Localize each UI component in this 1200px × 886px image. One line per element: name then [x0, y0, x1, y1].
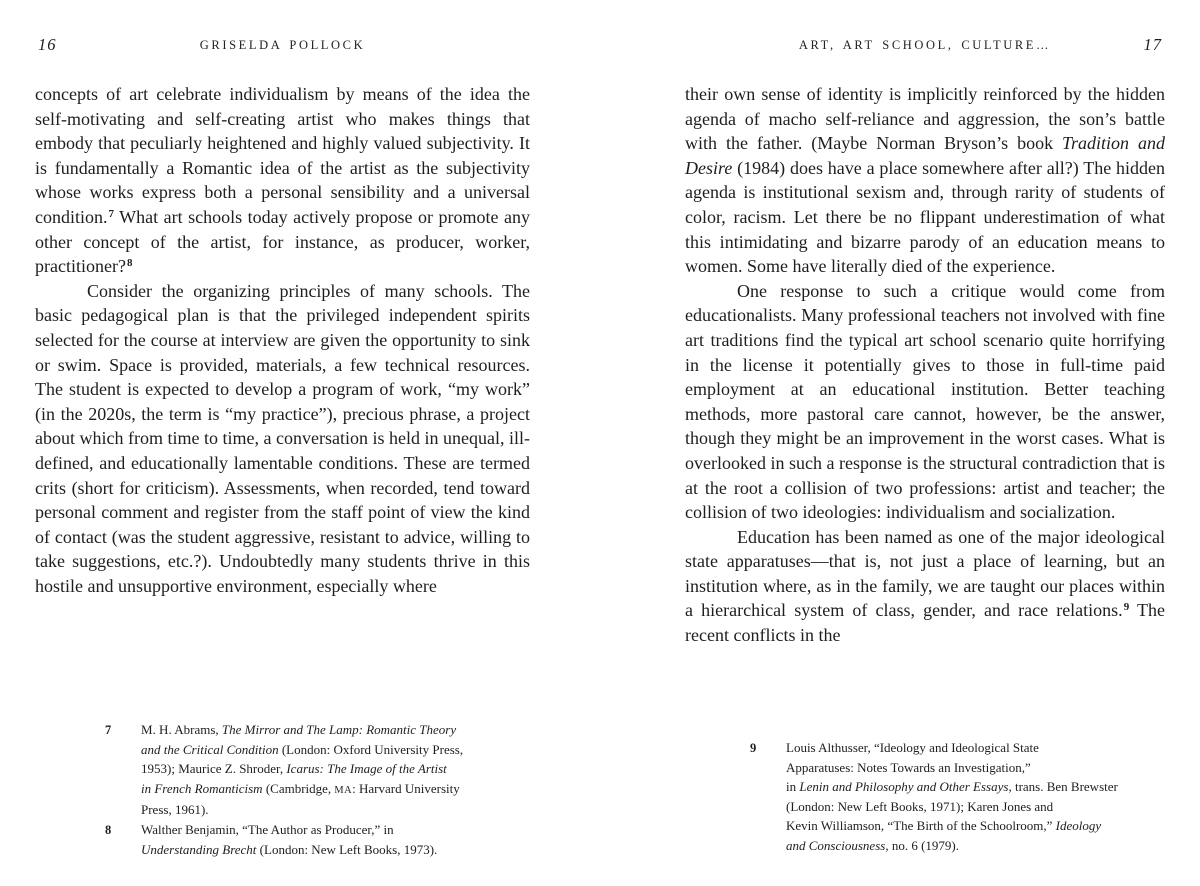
footnote-ref: 9: [1123, 601, 1130, 614]
text-segment: concepts of art celebrate individualism by means of the idea the self-motivating and self-creating artist who makes things that embody that peculiarly heightened and highly valued subjectivity. It is fundamentally a Romantic idea of the artist as the subjectivity whose works express both a personal sensibility and a universal condition.: [35, 84, 530, 227]
text-segment: Education has been named as one of the major ideological state apparatuses—that is, not just a place of learning, but an institution where, as in the family, we are taught our places within a hierarchical system of class, gender, and race relations.: [685, 526, 1165, 621]
text-segment: Lenin and Philosophy and Other Essays: [799, 779, 1009, 795]
text-segment: Walther Benjamin, “The Author as Producer,” in: [141, 821, 394, 837]
text-segment: : Harvard University: [352, 780, 460, 796]
footnote-number: 9: [750, 741, 757, 755]
text-segment: The Mirror and The Lamp: Romantic Theory: [221, 722, 457, 737]
footnote-ref: 8: [126, 257, 133, 270]
text-segment: Apparatuses: Notes Towards an Investigation,”: [786, 759, 1031, 775]
footnote: [750, 738, 1163, 856]
text-segment: Consider the organizing principles of many schools. The basic pedagogical plan is that the privileged independent spirits selected for the course at interview are given the opportunity to sink or swim. Space is provided, materials, a few technical resources. The student is expected to develop a program of work, “my work” (in the 2020s, the term is “my practice”), precious phrase, a project about which from time to time, a conversation is held in unequal, ill-defined, and educationally lamentable conditions. These are termed crits (short for criticism). Assessments, when recorded, tend toward personal comment and register from the staff point of view the kind of contact (was the student aggressive, resistant to advice, willing to take suggestions, etc.?). Undoubtedly many students thrive in this hostile and unsupportive environment, especially where: [35, 280, 530, 596]
text-segment: , no. 6 (1979).: [885, 837, 959, 853]
text-segment: 1953); Maurice Z. Shroder,: [141, 761, 287, 777]
text-segment: Press, 1961).: [141, 802, 209, 818]
right-folio: 17: [1143, 35, 1162, 54]
text-segment: One response to such a critique would come from educationalists. Many professional teachers not involved with fine art traditions find the typical art school scenario quite horrifying in the license it potentially gives to those in full-time paid employment at an educational institution. Better teaching methods, more pastoral care cannot, however, be the answer, though they might be an improvement in the worst cases. What is overlooked in such a response is the structural contradiction that is at the root a collision of two professions: artist and teacher; the collision of two ideologies: individualism and socialization.: [685, 280, 1165, 523]
text-segment: What art schools today actively propose or promote any other concept of the artist, for instance, as producer, worker, practitioner?: [35, 206, 530, 277]
right-page-body: [685, 82, 1165, 648]
text-segment: Ideology: [1055, 818, 1102, 834]
text-segment: Louis Althusser, “Ideology and Ideological State: [786, 740, 1039, 755]
footnote-number: 8: [105, 822, 112, 837]
text-segment: Tradition and Desire: [685, 133, 1165, 178]
right-page: [685, 0, 1165, 886]
text-segment: Understanding Brecht: [141, 841, 257, 857]
body-paragraph: [685, 525, 1165, 648]
footnote: [105, 720, 528, 820]
left-running-head: GRISELDA POLLOCK: [199, 38, 366, 52]
text-segment: , trans. Ben Brewster: [1008, 779, 1118, 795]
right-running-head: ART, ART SCHOOL, CULTURE…: [798, 38, 1052, 52]
left-footnotes: [105, 720, 528, 859]
body-paragraph: [35, 279, 530, 599]
text-segment: Kevin Williamson, “The Birth of the Schoolroom,”: [786, 818, 1056, 834]
text-segment: and Consciousness: [786, 837, 886, 853]
text-segment: (1984) does have a place somewhere after all?) The hidden agenda is institutional sexism and, through rarity of students of color, racism. Let there be no flippant underestimation of what this intimidating and bizarre parody of an education means to women. Some have literally died of the experience.: [685, 157, 1165, 277]
body-paragraph: [35, 82, 530, 279]
left-page-header: [35, 36, 530, 54]
left-page-body: [35, 82, 530, 598]
footnote-text: [786, 738, 1163, 856]
footnote-number: 7: [105, 723, 112, 737]
footnote-text: [141, 820, 528, 859]
text-segment: (London: New Left Books, 1973).: [256, 841, 438, 857]
text-segment: MA: [334, 784, 353, 796]
right-page-header: [685, 36, 1165, 54]
text-segment: (Cambridge,: [262, 780, 335, 796]
text-segment: The recent conflicts in the: [685, 600, 1165, 646]
text-segment: in: [786, 779, 800, 795]
body-paragraph: [685, 82, 1165, 279]
left-folio: 16: [38, 35, 57, 54]
footnote-ref: 7: [108, 207, 114, 220]
text-segment: and the Critical Condition: [141, 741, 279, 757]
text-segment: in French Romanticism: [141, 780, 263, 796]
footnote-text: [141, 720, 528, 820]
text-segment: Icarus: The Image of the Artist: [286, 761, 447, 777]
body-paragraph: [685, 279, 1165, 525]
footnote: [105, 820, 528, 859]
text-segment: their own sense of identity is implicitly reinforced by the hidden agenda of macho self-reliance and aggression, the son’s battle with the father. (Maybe Norman Bryson’s book: [685, 84, 1165, 154]
left-page: [35, 0, 530, 886]
right-footnotes: [750, 738, 1163, 856]
text-segment: M. H. Abrams,: [141, 722, 222, 737]
text-segment: (London: Oxford University Press,: [278, 741, 464, 757]
text-segment: (London: New Left Books, 1971); Karen Jones and: [786, 798, 1054, 814]
